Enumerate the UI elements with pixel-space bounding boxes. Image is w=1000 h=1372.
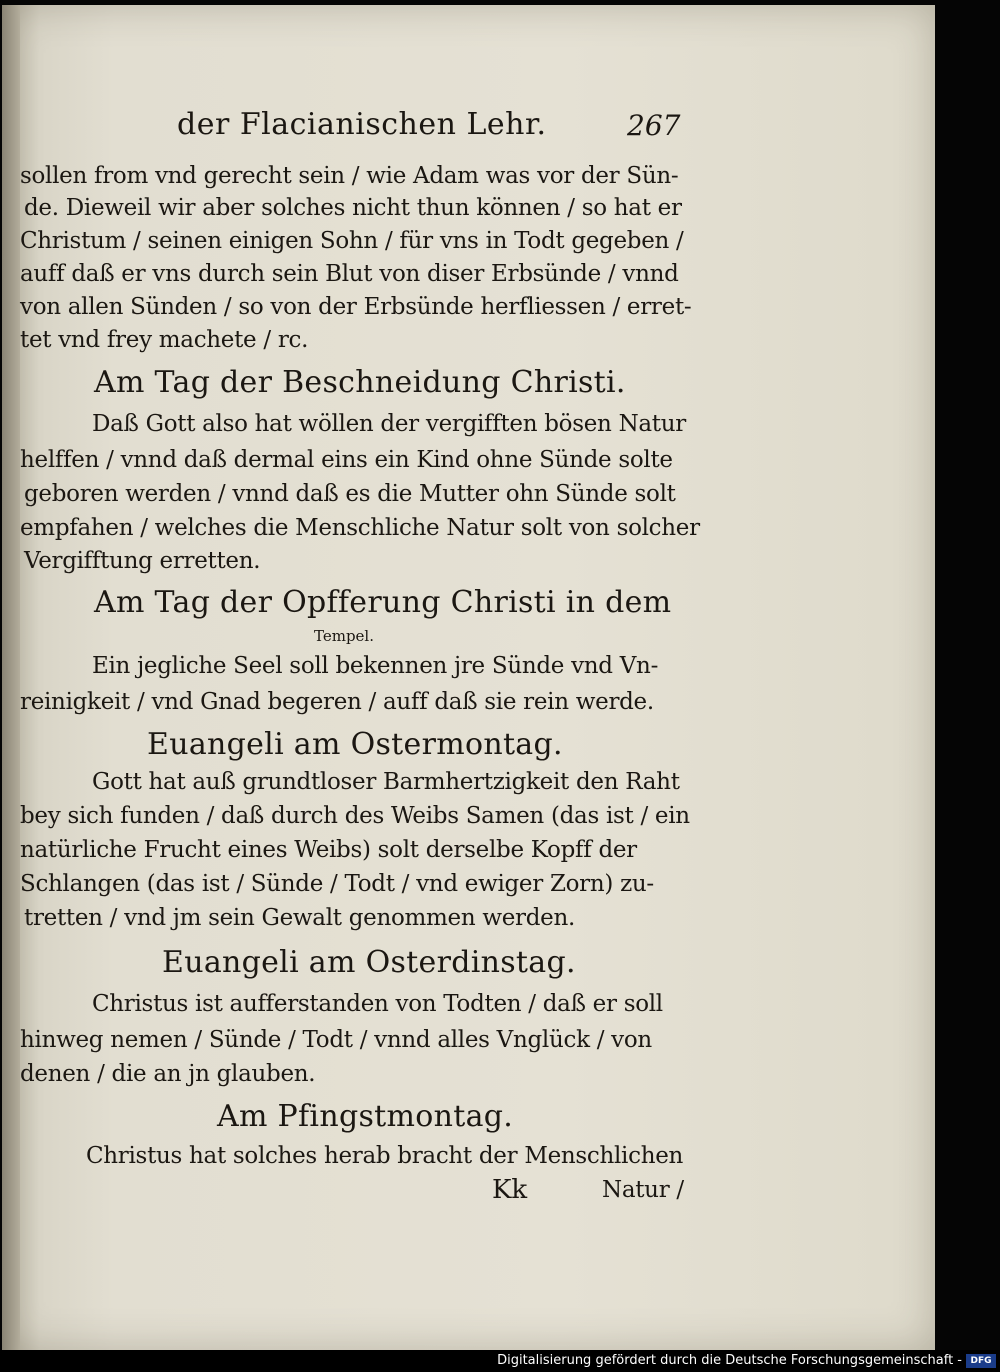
text-line: Tempel.	[314, 627, 374, 645]
text-line: Gott hat auß grundtloser Barmhertzigkeit den Raht	[92, 769, 680, 795]
section-heading: Euangeli am Ostermontag.	[147, 727, 563, 762]
text-line: de. Dieweil wir aber solches nicht thun können / so hat er	[24, 195, 682, 221]
text-line: empfahen / welches die Menschliche Natur solt von solcher	[20, 515, 700, 541]
digitization-credit: Digitalisierung gefördert durch die Deutsche Forschungsgemeinschaft -	[0, 1350, 1000, 1372]
section-heading: Am Tag der Opfferung Christi in dem	[94, 585, 672, 620]
text-line: Christus hat solches herab bracht der Menschlichen	[86, 1143, 684, 1169]
text-line: Daß Gott also hat wöllen der vergifften bösen Natur	[92, 411, 686, 437]
text-line: geboren werden / vnnd daß es die Mutter ohn Sünde solt	[24, 481, 676, 507]
text-line: hinweg nemen / Sünde / Todt / vnnd alles Vnglück / von	[20, 1027, 652, 1053]
text-line: Vergifftung erretten.	[24, 548, 261, 574]
text-line: von allen Sünden / so von der Erbsünde herfliessen / erret-	[20, 294, 692, 320]
section-heading: Am Pfingstmontag.	[217, 1099, 514, 1134]
section-heading: Am Tag der Beschneidung Christi.	[94, 365, 626, 400]
dfg-logo: DFG	[966, 1354, 996, 1368]
signature-mark: Kk	[492, 1175, 528, 1205]
text-line: Christum / seinen einigen Sohn / für vns in Todt gegeben /	[20, 228, 684, 254]
text-line: tet vnd frey machete / rc.	[20, 327, 309, 353]
text-line: auff daß er vns durch sein Blut von diser Erbsünde / vnnd	[20, 261, 679, 287]
text-line: Schlangen (das ist / Sünde / Todt / vnd ewiger Zorn) zu-	[20, 871, 654, 897]
text-line: bey sich funden / daß durch des Weibs Samen (das ist / ein	[20, 803, 690, 829]
text-line: Natur /	[602, 1177, 684, 1203]
text-line: reinigkeit / vnd Gnad begeren / auff daß sie rein werde.	[20, 689, 654, 715]
book-page	[2, 5, 935, 1350]
running-head: der Flacianischen Lehr.	[177, 107, 547, 142]
text-line: tretten / vnd jm sein Gewalt genommen werden.	[24, 905, 576, 931]
text-line: Ein jegliche Seel soll bekennen jre Sünde vnd Vn-	[92, 653, 659, 679]
section-heading: Euangeli am Osterdinstag.	[162, 945, 576, 980]
text-line: natürliche Frucht eines Weibs) solt derselbe Kopff der	[20, 837, 637, 863]
text-line: helffen / vnnd daß dermal eins ein Kind ohne Sünde solte	[20, 447, 673, 473]
text-line: sollen from vnd gerecht sein / wie Adam was vor der Sün-	[20, 163, 679, 189]
page-gutter	[2, 5, 20, 1350]
page-number: 267	[627, 109, 681, 142]
text-line: denen / die an jn glauben.	[20, 1061, 316, 1087]
text-line: Christus ist aufferstanden von Todten / daß er soll	[92, 991, 663, 1017]
